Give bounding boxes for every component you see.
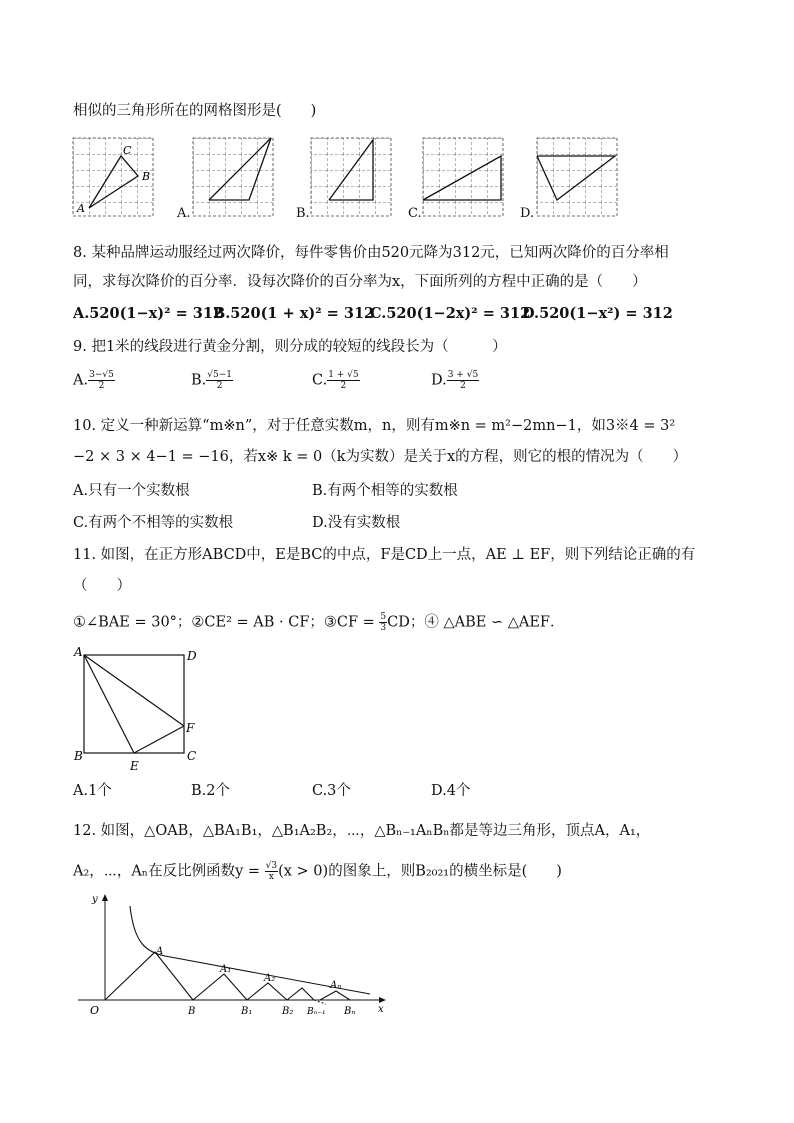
- q11-line1: 11. 如图，在正方形ABCD中，E是BC的中点，F是CD上一点，AE ⊥ EF，则下列结论正确的有: [73, 547, 696, 563]
- q8-option-a[interactable]: A.520(1−x)² = 312: [73, 305, 224, 322]
- q12-line1: 12. 如图，△OAB，△BA₁B₁，△B₁A₂B₂，⋯，△Bₙ₋₁AₙBₙ都是等边三角形，顶点A，A₁，: [73, 823, 651, 839]
- q10-line2: −2 × 3 × 4−1 = −16，若x※ k = 0（k为实数）是关于x的方程，则它的根的情况为（ ）: [73, 449, 688, 465]
- q10-option-a[interactable]: A.只有一个实数根: [73, 483, 190, 499]
- svg-text:A₂: A₂: [264, 973, 276, 984]
- svg-text:B: B: [188, 1006, 196, 1017]
- q11-option-a[interactable]: A.1个: [73, 783, 112, 799]
- q11-label-e: E: [130, 759, 139, 773]
- q9-option-a[interactable]: A. $\frac{3-√5}{2}$: [73, 370, 114, 391]
- svg-text:B₂: B₂: [282, 1006, 294, 1017]
- q11-statements: ①∠BAE = 30°；②CE² = AB · CF；③CF = $\frac{5}{3}$ CD；④ △ABE ∽ △AEF．: [73, 612, 565, 633]
- svg-text:B: B: [142, 170, 151, 183]
- q7-grid-b: [193, 138, 273, 216]
- q7-option-a[interactable]: A.: [177, 206, 191, 221]
- q11-label-d: D: [187, 649, 197, 663]
- q10-option-d[interactable]: D.没有实数根: [312, 515, 401, 531]
- svg-text:Bₙ: Bₙ: [344, 1006, 356, 1017]
- svg-text:A: A: [77, 202, 85, 215]
- q10-option-c[interactable]: C.有两个不相等的实数根: [73, 515, 234, 531]
- q11-label-b: B: [74, 749, 83, 763]
- q8-option-d[interactable]: D.520(1−x²) = 312: [522, 305, 673, 322]
- q11-option-b[interactable]: B.2个: [191, 783, 230, 799]
- q11-label-f: F: [186, 721, 195, 735]
- q12-hyperbola-figure: [70, 892, 400, 1022]
- q10-line1: 10. 定义一种新运算“m※n”，对于任意实数m，n，则有m※n = m²−2mn−1，如3※4 = 3²: [73, 418, 676, 434]
- q7-grid-e: [537, 138, 617, 216]
- svg-text:Aₙ: Aₙ: [330, 980, 342, 991]
- q9-stem: 9. 把1米的线段进行黄金分割，则分成的较短的线段长为（ ）: [73, 339, 507, 355]
- q7-grid-d: [423, 138, 503, 216]
- svg-text:x: x: [378, 1004, 384, 1015]
- q9-option-c[interactable]: C. $\frac{1 + √5}{2}$: [312, 370, 359, 391]
- q9-option-d[interactable]: D. $\frac{3 + √5}{2}$: [431, 370, 479, 391]
- svg-text:Bₙ₋₁: Bₙ₋₁: [307, 1007, 326, 1017]
- q8-line1: 8. 某种品牌运动服经过两次降价，每件零售价由520元降为312元，已知两次降价的百分率相: [73, 245, 669, 261]
- q7-grid-c: [311, 138, 391, 216]
- q12-line2: A₂，⋯，Aₙ在反比例函数y = $\frac{√3}{x}$ (x > 0)的图象上，则B₂₀₂₁的横坐标是( ): [73, 861, 562, 882]
- q9-option-b[interactable]: B. $\frac{√5-1}{2}$: [191, 370, 232, 391]
- q10-option-b[interactable]: B.有两个相等的实数根: [312, 483, 458, 499]
- q8-option-b[interactable]: B.520(1 + x)² = 312: [213, 305, 375, 322]
- q8-option-c[interactable]: C.520(1−2x)² = 312: [370, 305, 531, 322]
- q7-grid-a: [73, 138, 153, 216]
- svg-text:A: A: [156, 946, 164, 957]
- svg-text:C: C: [123, 144, 132, 157]
- q8-line2: 同，求每次降价的百分率．设每次降价的百分率为x，下面所列的方程中正确的是（ ）: [73, 274, 647, 290]
- q11-label-c: C: [187, 749, 197, 763]
- q11-option-c[interactable]: C.3个: [312, 783, 351, 799]
- q11-option-d[interactable]: D.4个: [431, 783, 471, 799]
- q7-option-c[interactable]: C.: [408, 206, 422, 221]
- q7-option-b[interactable]: B.: [296, 206, 310, 221]
- svg-text:y: y: [92, 894, 98, 905]
- svg-text:B₁: B₁: [241, 1006, 253, 1017]
- svg-text:O: O: [90, 1004, 100, 1017]
- q7-option-d[interactable]: D.: [520, 206, 535, 221]
- q7-grid-figures: [70, 136, 630, 222]
- q11-line2: （ ）: [73, 578, 131, 594]
- q11-label-a: A: [74, 645, 83, 659]
- q7-stem: 相似的三角形所在的网格图形是( ): [73, 103, 317, 119]
- svg-text:A₁: A₁: [220, 964, 232, 975]
- q11-square-figure: [70, 644, 210, 774]
